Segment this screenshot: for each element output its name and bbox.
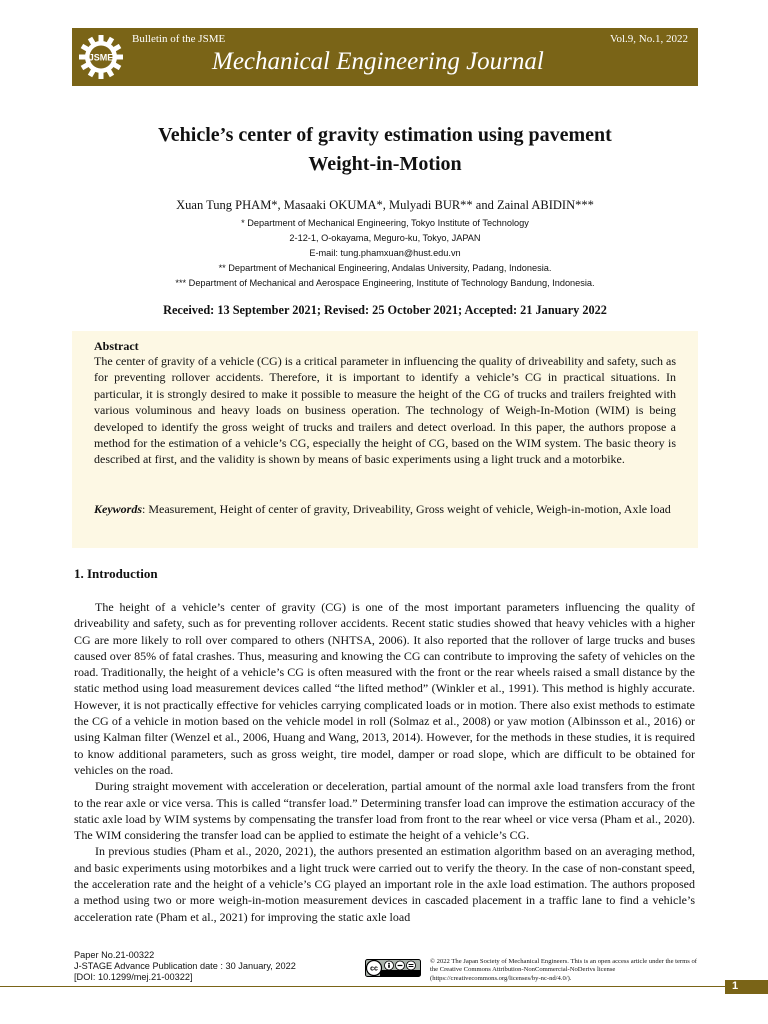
- jsme-logo: [78, 34, 124, 80]
- license-notice: © 2022 The Japan Society of Mechanical Engineers. This is an open access article under the terms of the Creative Commons Attribution-NonCommercial-NoDerivs license (https://creativecommons.org/licenses/by-nc-nd/4.0/).: [430, 958, 697, 982]
- jstage-date: J-STAGE Advance Publication date : 30 January, 2022: [74, 961, 296, 971]
- paper-title: [72, 121, 698, 179]
- abstract-text: The center of gravity of a vehicle (CG) is a critical parameter in influencing the quality of driveability and safety, such as for preventing rollover accidents. Therefore, it is important to identify a vehicle’s CG in practical situations. In particular, it is strongly desired to make it possible to measure the height of the CG of trucks and trailers freighted with various voluminous and heavy loads on business operation. The technology of Weigh-In-Motion (WIM) is being developed to identify the gross weight of trucks and trailers and detect overload. In this paper, the authors propose a method for the estimation of a vehicle’s CG, especially the height of CG, based on the WIM system. The basic theory is described at first, and the validity is shown by means of basic experiments using a light truck and a motorbike.: [94, 354, 676, 467]
- volume-issue: Vol.9, No.1, 2022: [609, 33, 688, 45]
- bulletin-name: Bulletin of the JSME: [132, 33, 226, 45]
- svg-text:JSME: JSME: [88, 52, 114, 63]
- body-paragraph: In previous studies (Pham et al., 2020, 2021), the authors presented an estimation algorithm based on an averaging method, and basic experiments using motorbikes and a light truck were carried out to verify the theory. In the case of non-constant speed, the acceleration rate and the height of a vehicle’s CG played an important role in the axle load estimation. The authors proposed a method using two or more weigh-in-motion measurement devices in cascaded placement in a traffic lane to find a vehicle’s acceleration rate (Pham et al., 2021) for improving the static axle load: [74, 844, 695, 924]
- submission-dates: Received: 13 September 2021; Revised: 25 October 2021; Accepted: 21 January 2022: [163, 303, 607, 317]
- body-paragraph: The height of a vehicle’s center of gravity (CG) is one of the most important parameters influencing the quality of driveability and safety, such as for preventing rollover accidents. Recent static studies showed that heavy vehicles with a higher CG are more likely to roll over compared to others (NHTSA, 2006). It also reported that the rollover of large trucks and buses caused over 85% of fatal crashes. Thus, measuring and knowing the CG can contribute to improving the safety of vehicles on the road. Traditionally, the height of a vehicle’s CG is often measured with the front or the rear wheels raised a small distance by the static method using load measurement devices called “the lifted method” (Winkler et al., 1991). This method is highly accurate. However, it is not practically effective for vehicles carrying complicated loads or in motion. There also exist methods to estimate the CG of a vehicle in motion based on the vehicle model in roll (Solmaz et al., 2008) or yaw motion (Albinsson et al., 2016) or using Kalman filter (Wenzel et al., 2006, Huang and Wang, 2013, 2014). However, for the methods in these studies, it is required to know additional parameters, such as gross weight, tire model, damper or road slope, which are difficult to be obtained for vehicles on the road.: [74, 600, 695, 777]
- creative-commons-license-icon[interactable]: [365, 959, 421, 977]
- affiliation-line: 2-12-1, O-okayama, Meguro-ku, Tokyo, JAPAN: [289, 233, 481, 243]
- page-number-badge: [725, 980, 768, 994]
- abstract-heading: Abstract: [94, 339, 139, 353]
- abstract-box: [72, 331, 698, 548]
- affiliation-line: ** Department of Mechanical Engineering, Andalas University, Padang, Indonesia.: [218, 263, 552, 273]
- affiliation-line: *** Department of Mechanical and Aerospace Engineering, Institute of Technology Bandung, Indonesia.: [175, 278, 595, 288]
- paper-title-line: Weight-in-Motion: [308, 153, 462, 175]
- keywords-list: Measurement, Height of center of gravity, Driveability, Gross weight of vehicle, Weigh-in-motion, Axle load: [148, 502, 671, 516]
- body-paragraph: During straight movement with acceleration or deceleration, partial amount of the normal axle load transfers from the front to the rear axle or vice versa. This is called “transfer load.” Determining transfer load can improve the estimation accuracy of the static axle load by WIM systems by compensating the transfer load from front to the rear wheel or vice versa (Pham et al., 2020). The WIM considering the transfer load can be applied to estimate the height of a vehicle’s CG.: [74, 779, 695, 843]
- affiliations: [72, 216, 698, 291]
- paper-number: Paper No.21-00322: [74, 950, 155, 960]
- publication-info: [74, 950, 296, 983]
- keywords-row: [94, 501, 676, 517]
- section-heading: 1. Introduction: [74, 566, 158, 581]
- affiliation-line: * Department of Mechanical Engineering, Tokyo Institute of Technology: [241, 218, 529, 228]
- page-number: 1: [732, 980, 739, 992]
- keywords-label: Keywords: [94, 502, 142, 516]
- section-body: [74, 599, 695, 925]
- keywords-colon: :: [142, 502, 149, 516]
- footer-rule: [0, 986, 725, 987]
- svg-text:cc: cc: [370, 965, 378, 973]
- author-list: Xuan Tung PHAM*, Masaaki OKUMA*, Mulyadi BUR** and Zainal ABIDIN***: [176, 198, 594, 212]
- paper-title-line: Vehicle’s center of gravity estimation using pavement: [158, 124, 612, 146]
- doi-link[interactable]: [DOI: 10.1299/mej.21-00322]: [74, 972, 193, 982]
- journal-header-banner: [72, 28, 698, 86]
- journal-title: Mechanical Engineering Journal: [212, 48, 544, 75]
- affiliation-email: E-mail: tung.phamxuan@hust.edu.vn: [309, 248, 461, 258]
